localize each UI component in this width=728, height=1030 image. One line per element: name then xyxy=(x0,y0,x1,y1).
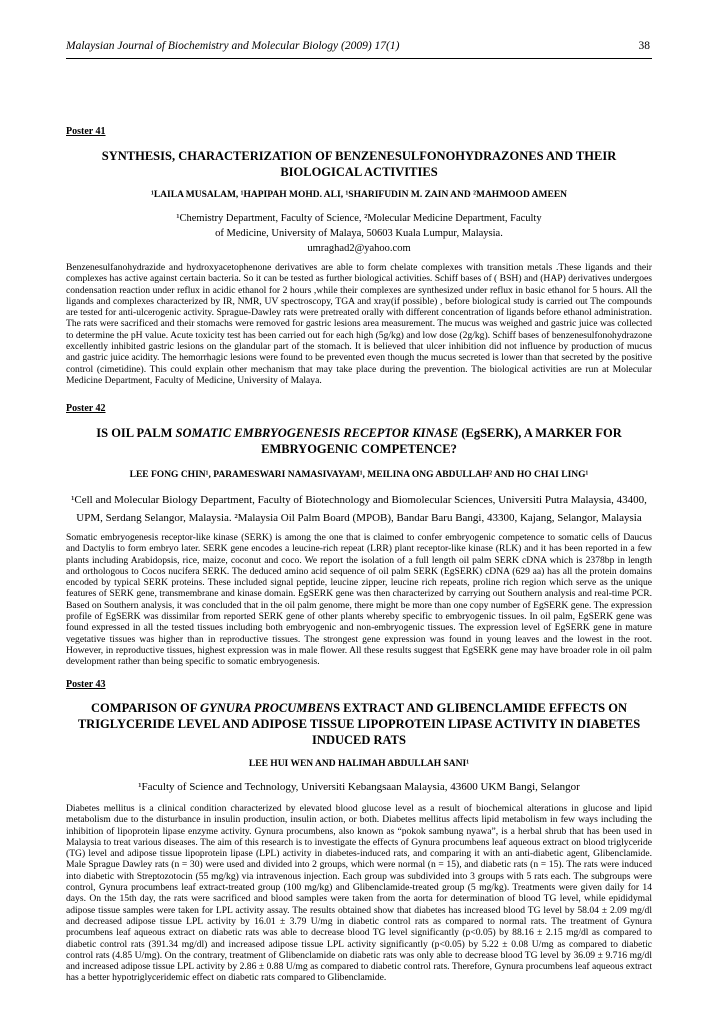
poster-label: Poster 42 xyxy=(66,403,106,414)
page-number: 38 xyxy=(638,40,650,52)
poster-abstract: Somatic embryogenesis receptor-like kinase (SERK) is among the one that is claimed to confer embryogenic competence to somatic cells of Daucus and Dactylis to form embryo later. SERK gene encodes a leucine-rich repeat (LRR) plant receptor-like kinase (RLK) and it has been reported in a few plants including Arabidopsis, rice, maize, coconut and coco. We report the isolation of a full length oil palm SERK cDNA which is 2378bp in length and orthologous to Cocos nucifera SERK. The deduced amino acid sequence of oil palm SERK (EgSERK) cDNA (629 aa) has all the protein domains encoded by typical SERK proteins. These included signal peptide, leucine zipper, leucine rich repeats, proline rich region which serve as the unique features of SERK gene, transmembrane and kinase domain. EgSERK gene was then characterized by carrying out Southern analysis and real-time PCR. Based on Southern analysis, it was concluded that in the oil palm genome, there might be more than one copy number of EgSERK gene. The expression profile of EgSERK was dissimilar from reported SERK gene of other plants whereby specific to embryogenic tissues. In oil palm, EgSERK gene was found expressed in all the tested tissues including both embryogenic and non-embryogenic tissues. The expression level of EgSERK gene in mature vegetative tissues was higher than in reproductive tissues. The strongest gene expression was found in young leaves and the lowest in the root. However, in reproductive tissues, highest expression was in male flower. All these results suggest that EgSERK gene may have broader role in oil palm development rather than being specific to somatic embryogenesis. xyxy=(66,532,652,668)
poster-authors: LEE HUI WEN AND HALIMAH ABDULLAH SANI¹ xyxy=(248,759,470,769)
header-rule xyxy=(66,58,652,59)
running-header xyxy=(66,40,650,52)
poster-affiliation: ¹Faculty of Science and Technology, Universiti Kebangsaan Malaysia, 43600 UKM Bangi, Selangor xyxy=(138,781,580,793)
journal-title: Malaysian Journal of Biochemistry and Molecular Biology (2009) 17(1) xyxy=(66,40,400,52)
poster-abstract: Diabetes mellitus is a clinical condition characterized by elevated blood glucose level as a result of biochemical alterations in glucose and lipid metabolism due to the disturbance in insulin production, insulin action, or both. Diabetes mellitus affects lipid metabolism in few ways including the inhibition of lipoprotein lipase enzyme activity. Gynura procumbens, also known as “pokok sambung nyawa”, is a herbal shrub that has been used in Malaysia to treat various diseases. The aim of this research is to investigate the effects of Gynura procumbens leaf aqueous extract on blood triglyceride (TG) level and adipose tissue lipoprotein lipase (LPL) activity in diabetes-induced rats, and comparing it with an anti-diabetic agent, Glibenclamide. Male Sprague Dawley rats (n = 30) were used and divided into 2 groups, which were normal (n = 15), and diabetic rats (n = 15). The rats were induced into diabetic with Streptozotocin (55 mg/kg) via intravenous injection. Each group was subdivided into 3 groups with 5 rats each. The subgroups were control, Gynura procumbens leaf extract-treated group (100 mg/kg) and Glibenclamide-treated group (5 mg/kg). Treatments were given daily for 14 days. On the 15th day, the rats were sacrificed and blood samples were taken from the aorta for determination of blood TG level, while epididymal adipose tissue samples were taken for LPL activity assay. The results obtained show that diabetes has increased blood TG level by 58.04 ± 2.09 mg/dl and decreased adipose tissue LPL activity by 16.01 ± 3.79 U/mg in diabetic control rats as compared to normal rats. The treatment of Gynura procumbens leaf aqueous extract on diabetic rats was able to decrease blood TG level significantly (p<0.05) by 88.16 ± 2.15 mg/dl as compared to diabetic control rats (391.34 mg/dl) and increased adipose tissue LPL activity significantly (p<0.05) by 5.22 ± 0.08 U/mg as compared to diabetic control rats (4.85 U/mg). On the contrary, treatment of Glibenclamide on diabetic rats was only able to decrease blood TG level by 36.09 ± 9.716 mg/dl and increased adipose tissue LPL activity by 2.86 ± 0.88 U/mg as compared to diabetic control rats. Therefore, Gynura procumbens leaf aqueous extract has a better hypotriglyceridemic effect on diabetic rats compared to Glibenclamide. xyxy=(66,803,652,984)
poster-abstract: Benzenesulfanohydrazide and hydroxyacetophenone derivatives are able to form chelate complexes with transition metals .These ligands and their complexes has active against certain bacteria. So it can be tested as further biological activities. Schiff bases of ( BSH) and (HAP) derivatives undergoes condensation reaction under reflux in acidic ethanol for 2 hours ,while their complexes are synthesized under reflux in basic ethanol for 5 hours. All the ligands and complexes characterized by IR, NMR, UV spectroscopy, TGA and xray(if possible) , before biological study is carried out The compounds are tested for anti-ulcerogenic activity. Sprague-Dawley rats were pretreated orally with different concentration of ligands before ethanol administration. The rats were sacrificed and their stomachs were removed for gastric lesions area measurement. The mucus was weighed and gastric juice was collected to determine the pH value. Acute toxicity test has been carried out for each high (5g/kg) and low dose (2g/kg). Schiff bases of benzenesulfonohydrazone excellently inhibited gastric lesions on the glandular part of the stomach. It is believed that ulcer inhibition did not influence by production of mucus and gastric juice acidity. The hemorrhagic lesions were found to be prevented even though the mucus secreted is lower than that secreted by the positive control (cimetidine). This could explain other mechanism that may take place during the prevention. The biological activities are run at Molecular Medicine Department, Faculty of Medicine, University of Malaya. xyxy=(66,262,652,386)
poster-affiliation: ¹Cell and Molecular Biology Department, Faculty of Biotechnology and Biomolecular Sciences, Universiti Putra Malaysia, 43400, UPM, Serdang Selangor, Malaysia. ²Malaysia Oil Palm Board (MPOB), Bandar Baru Bangi, 43300, Kajang, Selangor, Malaysia xyxy=(71,494,647,524)
poster-42 xyxy=(66,403,652,668)
poster-title: COMPARISON OF GYNURA PROCUMBENS EXTRACT AND GLIBENCLAMIDE EFFECTS ON TRIGLYCERIDE LEVEL AND ADIPOSE TISSUE LIPOPROTEIN LIPASE ACTIVITY IN DIABETES INDUCED RATS xyxy=(77,701,641,747)
poster-label: Poster 43 xyxy=(66,679,106,690)
poster-authors: ¹LAILA MUSALAM, ¹HAPIPAH MOHD. ALI, ¹SHARIFUDIN M. ZAIN AND ²MAHMOOD AMEEN xyxy=(150,190,568,200)
poster-label: Poster 41 xyxy=(66,126,106,137)
poster-email: umraghad2@yahoo.com xyxy=(307,243,411,254)
poster-affiliation: ¹Chemistry Department, Faculty of Science, ²Molecular Medicine Department, Faculty of Medicine, University of Malaya, 50603 Kuala Lumpur, Malaysia. xyxy=(176,213,542,239)
poster-title: IS OIL PALM SOMATIC EMBRYOGENESIS RECEPTOR KINASE (EgSERK), A MARKER FOR EMBRYOGENIC COMPETENCE? xyxy=(96,426,622,456)
poster-authors: LEE FONG CHIN¹, PARAMESWARI NAMASIVAYAM¹, MEILINA ONG ABDULLAH² AND HO CHAI LING¹ xyxy=(129,470,589,480)
poster-41 xyxy=(66,126,652,386)
poster-title: SYNTHESIS, CHARACTERIZATION OF BENZENESULFONOHYDRAZONES AND THEIR BIOLOGICAL ACTIVITIES xyxy=(101,149,617,179)
poster-43 xyxy=(66,679,652,984)
